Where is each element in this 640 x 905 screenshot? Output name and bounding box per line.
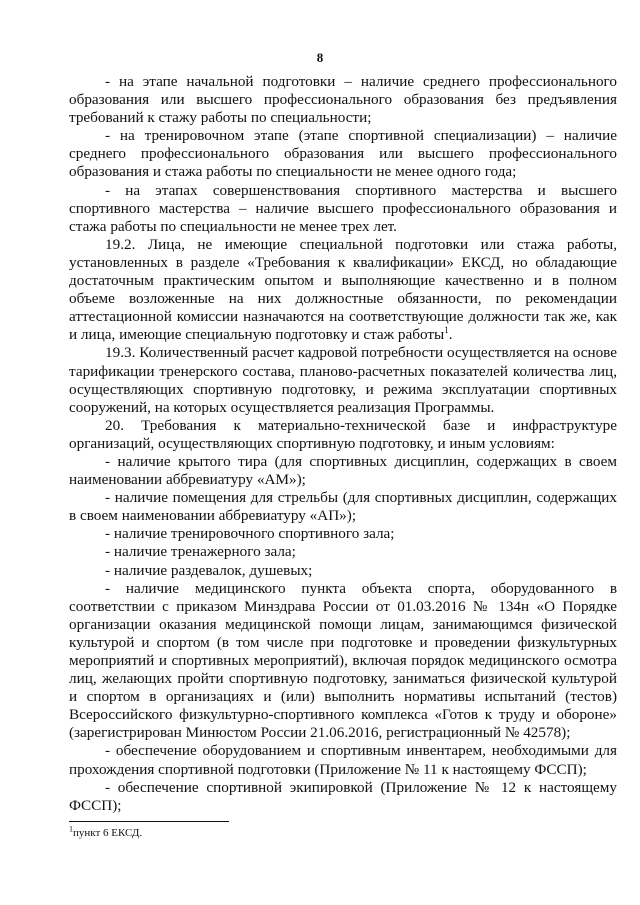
list-item-equipment: - обеспечение оборудованием и спортивным инвентарем, необходимыми для прохождения спортивной подготовки (Приложение № 11 к настоящему ФССП);	[69, 742, 617, 778]
footnote-text: пункт 6 ЕКСД.	[73, 827, 143, 839]
paragraph-training-stage: - на тренировочном этапе (этапе спортивной специализации) – наличие среднего профессионального образования или высшего профессионального образования и стажа работы по специальности не менее одного года;	[69, 127, 617, 181]
list-item-gym: - наличие тренажерного зала;	[105, 543, 296, 561]
list-item-shooting-range: - наличие крытого тира (для спортивных дисциплин, содержащих в своем наименовании аббревиатуру «АМ»);	[69, 452, 617, 489]
page-number: 8	[316, 50, 324, 65]
paragraph-initial-stage: - на этапе начальной подготовки – наличие среднего профессионального образования или высшего профессионального образования без предъявления требований к стажу работы по специальности;	[69, 73, 617, 127]
paragraph-20: 20. Требования к материально-технической базе и инфраструктуре организаций, осуществляющих спортивную подготовку, и иным условиям:	[69, 416, 617, 452]
list-item-locker-rooms: - наличие раздевалок, душевых;	[105, 561, 313, 579]
document-body	[69, 73, 617, 815]
list-item-sports-hall: - наличие тренировочного спортивного зала;	[105, 525, 395, 543]
footnote-reference: 1	[444, 325, 449, 336]
list-item-medical-point: - наличие медицинского пункта объекта спорта, оборудованного в соответствии с приказом Минздрава России от 01.03.2016 № 134н «О Порядке организации оказания медицинской помощи лицам, занимающимся физической культурой и спортом (в том числе при подготовке и проведении физкультурных мероприятий и спортивных мероприятий), включая порядок медицинского осмотра лиц, желающих пройти спортивную подготовку, заниматься физической культурой и спортом в организациях и (или) выполнить нормативы испытаний (тестов) Всероссийского физкультурно-спортивного комплекса «Готов к труду и обороне» (зарегистрирован Минюстом России 21.06.2016, регистрационный № 42578);	[69, 579, 617, 742]
footnote-divider	[69, 821, 229, 822]
footnote-mark: 1	[69, 824, 73, 834]
paragraph-19-2-text: 19.2. Лица, не имеющие специальной подготовки или стажа работы, установленных в разделе «Требования к квалификации» ЕКСД, но обладающие достаточным практическим опытом и выполняющие качественно и в полном объеме возложенные на них должностные обязанности, по рекомендации аттестационной комиссии назначаются на соответствующие должности так же, как и лица, имеющие специальную подготовку и стаж работы	[69, 235, 617, 344]
footnote	[69, 824, 143, 839]
paragraph-19-3: 19.3. Количественный расчет кадровой потребности осуществляется на основе тарификации тренерского состава, планово-расчетных показателей количества лиц, осуществляющих спортивную подготовку, и режима эксплуатации спортивных сооружений, на которых осуществляется реализация Программы.	[69, 344, 617, 416]
list-item-sports-gear: - обеспечение спортивной экипировкой (Приложение № 12 к настоящему ФССП);	[69, 778, 617, 814]
paragraph-19-2	[69, 236, 617, 345]
paragraph-mastery-stages: - на этапах совершенствования спортивного мастерства и высшего спортивного мастерства – наличие высшего профессионального образования и стажа работы по специальности не менее трех лет.	[69, 181, 617, 235]
list-item-shooting-room: - наличие помещения для стрельбы (для спортивных дисциплин, содержащих в своем наименовании аббревиатуру «АП»);	[69, 489, 617, 525]
paragraph-19-2-end: .	[448, 326, 453, 344]
